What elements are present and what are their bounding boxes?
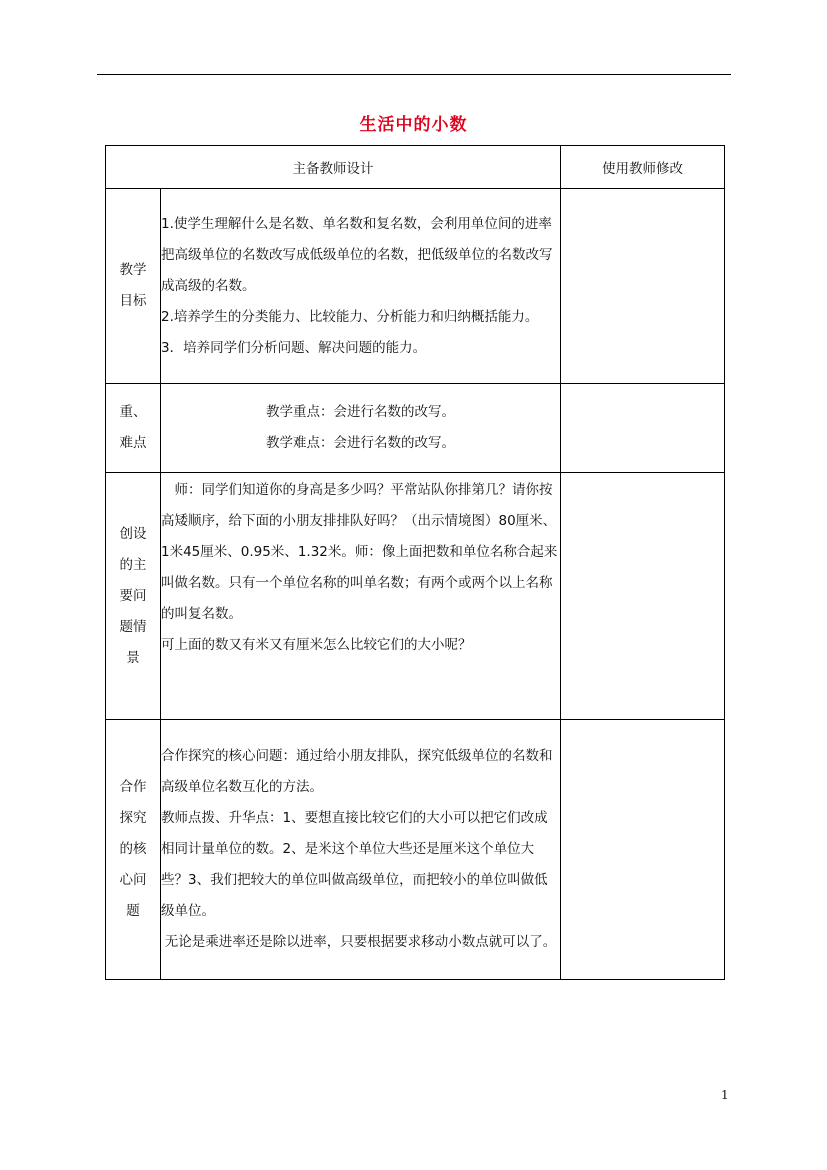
- core-question-content: [161, 720, 561, 980]
- goal-3: 3．培养同学们分析问题、解决问题的能力。: [161, 339, 427, 356]
- header-rule: [97, 74, 731, 75]
- table-row: [106, 473, 725, 720]
- goals-content: [161, 189, 561, 384]
- table-row: [106, 720, 725, 980]
- key-point: 教学重点：会进行名数的改写。: [266, 404, 455, 420]
- document-title: 生活中的小数: [359, 115, 468, 135]
- core-paragraph-1: 合作探究的核心问题：通过给小朋友排队，探究低级单位的名数和高级单位名数互化的方法。: [161, 748, 553, 795]
- key-points-content: [161, 384, 561, 473]
- modify-cell: [561, 473, 725, 720]
- table-row: [106, 384, 725, 473]
- row-label-scenario: 创设的主要问题情景: [106, 473, 161, 720]
- page-number: 1: [721, 1088, 729, 1102]
- row-label-goals: 教学目标: [106, 189, 161, 384]
- header-modifier: 使用教师修改: [561, 146, 725, 189]
- goal-2: 2.培养学生的分类能力、比较能力、分析能力和归纳概括能力。: [161, 308, 539, 325]
- goal-1: 1.使学生理解什么是名数、单名数和复名数，会利用单位间的进率把高级单位的名数改写成低级单位的名数，把低级单位的名数改写成高级的名数。: [161, 215, 553, 294]
- difficult-point: 教学难点：会进行名数的改写。: [266, 435, 455, 451]
- row-label-core-question: 合作探究的核心问题: [106, 720, 161, 980]
- modify-cell: [561, 720, 725, 980]
- row-label-key-points: 重、难点: [106, 384, 161, 473]
- modify-cell: [561, 384, 725, 473]
- scenario-paragraph-1: 师：同学们知道你的身高是多少吗？平常站队你排第几？请你按高矮顺序，给下面的小朋友排排队好吗？（出示情境图）80厘米、1米45厘米、0.95米、1.32米。师：像上面把数和单位名称合起来叫做名数。只有一个单位名称的叫单名数；有两个或两个以上名称的叫复名数。: [161, 482, 558, 622]
- modify-cell: [561, 189, 725, 384]
- lesson-plan-table: [105, 145, 725, 980]
- header-main-designer: 主备教师设计: [106, 146, 561, 189]
- table-header-row: [106, 146, 725, 189]
- scenario-paragraph-2: 可上面的数又有米又有厘米怎么比较它们的大小呢？: [161, 637, 472, 653]
- core-paragraph-3: 无论是乘进率还是除以进率，只要根据要求移动小数点就可以了。: [164, 934, 557, 950]
- scenario-content: [161, 473, 561, 720]
- table-row: [106, 189, 725, 384]
- core-paragraph-2: 教师点拨、升华点：1、要想直接比较它们的大小可以把它们改成相同计量单位的数。2、是米这个单位大些还是厘米这个单位大些？3、我们把较大的单位叫做高级单位，而把较小的单位叫做低级单位。: [161, 810, 548, 919]
